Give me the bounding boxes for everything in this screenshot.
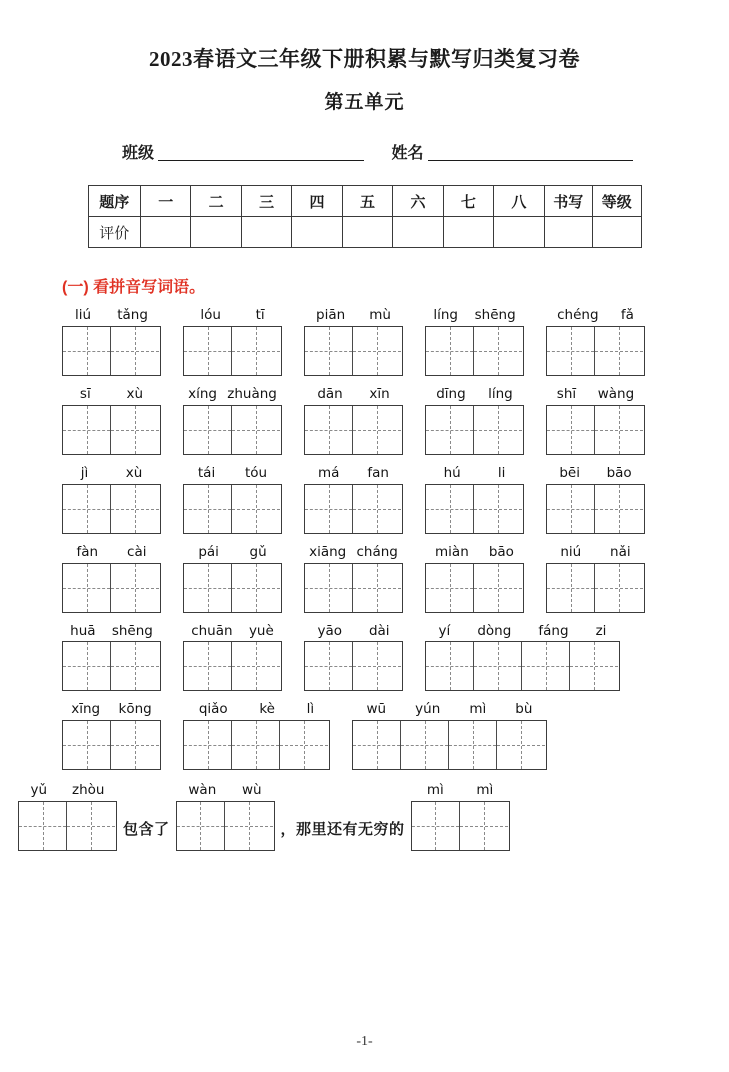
pinyin-syllable: dān: [317, 385, 343, 402]
score-column-header: 四: [292, 186, 342, 217]
character-grid-cell[interactable]: [111, 642, 159, 690]
pinyin-syllable: wū: [366, 701, 387, 718]
character-grid-cell[interactable]: [460, 802, 508, 850]
character-grid-cell[interactable]: [426, 485, 474, 533]
pinyin-syllable: nǎi: [610, 543, 631, 560]
pinyin-syllable: cháng: [356, 543, 398, 560]
pinyin-exercise-row: [62, 465, 729, 534]
character-grid-cell[interactable]: [426, 642, 474, 690]
pinyin-syllable: líng: [488, 385, 513, 402]
pinyin-word-group: [62, 701, 161, 770]
character-grid[interactable]: [304, 484, 403, 534]
page-subtitle: 第五单元: [324, 92, 405, 114]
pinyin-label: [304, 307, 403, 324]
student-info-line: [0, 140, 729, 163]
character-grid-cell[interactable]: [232, 406, 280, 454]
pinyin-syllable: mì: [469, 701, 487, 718]
pinyin-label: [304, 623, 403, 640]
character-grid[interactable]: [425, 641, 620, 691]
pinyin-syllable: piān: [316, 307, 346, 324]
pinyin-label: [546, 544, 645, 561]
character-grid-cell[interactable]: [353, 406, 401, 454]
pinyin-syllable: kè: [259, 701, 275, 718]
character-grid-cell[interactable]: [353, 721, 401, 769]
character-grid[interactable]: [425, 563, 524, 613]
pinyin-word-group: [304, 465, 403, 534]
character-grid[interactable]: [304, 641, 403, 691]
character-grid-cell[interactable]: [184, 327, 232, 375]
pinyin-syllable: hú: [443, 464, 461, 481]
pinyin-label: [425, 307, 524, 324]
character-grid-cell[interactable]: [232, 564, 280, 612]
pinyin-syllable: dīng: [436, 385, 466, 402]
character-grid-cell[interactable]: [474, 406, 522, 454]
character-grid[interactable]: [62, 720, 161, 770]
pinyin-word-group: [304, 544, 403, 613]
pinyin-syllable: zi: [595, 622, 607, 639]
character-grid[interactable]: [425, 326, 524, 376]
pinyin-syllable: shēng: [111, 622, 153, 639]
character-grid-cell[interactable]: [353, 327, 401, 375]
character-grid-cell[interactable]: [547, 406, 595, 454]
character-grid-cell[interactable]: [353, 485, 401, 533]
pinyin-word-group: [546, 386, 645, 455]
pinyin-syllable: mì: [476, 782, 494, 799]
character-grid-cell[interactable]: [305, 485, 353, 533]
character-grid[interactable]: [304, 405, 403, 455]
sentence-text-fragment: ，那里还有无穷的: [280, 822, 405, 839]
pinyin-label: [183, 465, 282, 482]
pinyin-syllable: shī: [556, 385, 577, 402]
pinyin-label: [546, 465, 645, 482]
character-grid[interactable]: [62, 326, 161, 376]
character-grid-cell[interactable]: [63, 721, 111, 769]
score-table-eval-row: [88, 217, 641, 248]
pinyin-word-group: [425, 544, 524, 613]
character-grid-cell[interactable]: [474, 327, 522, 375]
character-grid-cell[interactable]: [184, 721, 232, 769]
score-table: [88, 185, 642, 248]
character-grid-cell[interactable]: [63, 485, 111, 533]
pinyin-syllable: wàng: [597, 385, 635, 402]
pinyin-label: [304, 465, 403, 482]
character-grid-cell[interactable]: [111, 327, 159, 375]
pinyin-exercise-row: [62, 623, 729, 692]
pinyin-syllable: líng: [433, 307, 458, 324]
pinyin-label: [304, 386, 403, 403]
pinyin-syllable: jì: [80, 464, 89, 481]
pinyin-syllable: fǎ: [620, 307, 634, 324]
character-grid-cell[interactable]: [111, 406, 159, 454]
score-eval-cell[interactable]: [140, 217, 190, 248]
pinyin-syllable: fàn: [76, 543, 99, 560]
character-grid[interactable]: [546, 405, 645, 455]
sentence-text-fragment: 包含了: [123, 822, 170, 839]
pinyin-syllable: lì: [306, 701, 315, 718]
sentence-character-grid-group: [176, 782, 275, 851]
character-grid-cell[interactable]: [449, 721, 497, 769]
character-grid[interactable]: [176, 801, 275, 851]
character-grid-cell[interactable]: [547, 485, 595, 533]
section-heading: [0, 274, 729, 297]
pinyin-label: [546, 307, 645, 324]
character-grid[interactable]: [425, 405, 524, 455]
pinyin-word-group: [425, 386, 524, 455]
pinyin-syllable: shēng: [474, 307, 516, 324]
character-grid[interactable]: [183, 484, 282, 534]
pinyin-word-group: [183, 386, 282, 455]
character-grid-cell[interactable]: [595, 406, 643, 454]
pinyin-syllable: fan: [367, 464, 389, 481]
pinyin-syllable: pái: [198, 543, 219, 560]
class-label: 班级: [122, 145, 155, 163]
pinyin-word-group: [425, 465, 524, 534]
name-write-line[interactable]: [428, 147, 633, 161]
score-eval-cell[interactable]: [393, 217, 443, 248]
score-column-header: 三: [241, 186, 291, 217]
character-grid-cell[interactable]: [111, 485, 159, 533]
pinyin-label: [183, 623, 282, 640]
character-grid[interactable]: [425, 484, 524, 534]
pinyin-label: [411, 782, 510, 799]
score-table-header-row: [88, 186, 641, 217]
pinyin-syllable: yāo: [317, 622, 342, 639]
pinyin-label: [183, 544, 282, 561]
character-grid-cell[interactable]: [111, 721, 159, 769]
pinyin-syllable: chéng: [557, 307, 599, 324]
page-title: 2023春语文三年级下册积累与默写归类复习卷: [149, 47, 580, 71]
pinyin-syllable: má: [317, 464, 340, 481]
character-grid-cell[interactable]: [547, 564, 595, 612]
pinyin-syllable: cài: [127, 543, 147, 560]
pinyin-exercise-row: [62, 386, 729, 455]
character-grid-cell[interactable]: [595, 485, 643, 533]
character-grid-cell[interactable]: [67, 802, 115, 850]
character-grid-cell[interactable]: [63, 327, 111, 375]
pinyin-label: [183, 386, 282, 403]
character-grid-cell[interactable]: [63, 642, 111, 690]
score-eval-cell[interactable]: [544, 217, 592, 248]
pinyin-label: [425, 623, 620, 640]
character-grid[interactable]: [183, 405, 282, 455]
character-grid-cell[interactable]: [570, 642, 618, 690]
pinyin-word-group: [183, 307, 282, 376]
character-grid-cell[interactable]: [184, 485, 232, 533]
character-grid[interactable]: [183, 641, 282, 691]
character-grid[interactable]: [304, 563, 403, 613]
character-grid[interactable]: [304, 326, 403, 376]
pinyin-word-group: [62, 307, 161, 376]
character-grid-cell[interactable]: [474, 485, 522, 533]
pinyin-word-group: [183, 701, 330, 770]
pinyin-syllable: xíng: [188, 385, 217, 402]
pinyin-word-group: [425, 307, 524, 376]
character-grid-cell[interactable]: [184, 406, 232, 454]
character-grid-cell[interactable]: [184, 642, 232, 690]
pinyin-syllable: bēi: [559, 464, 580, 481]
character-grid[interactable]: [62, 484, 161, 534]
pinyin-label: [425, 386, 524, 403]
pinyin-word-group: [183, 623, 282, 692]
section-number: (一): [62, 279, 89, 297]
character-grid-cell[interactable]: [63, 564, 111, 612]
pinyin-syllable: tǎng: [117, 307, 148, 324]
score-column-header: 书写: [544, 186, 592, 217]
character-grid-cell[interactable]: [353, 564, 401, 612]
pinyin-syllable: tái: [197, 464, 216, 481]
character-grid-cell[interactable]: [305, 564, 353, 612]
pinyin-syllable: bāo: [606, 464, 632, 481]
pinyin-syllable: miàn: [435, 543, 469, 560]
character-grid-cell[interactable]: [474, 642, 522, 690]
score-eval-cell[interactable]: [191, 217, 241, 248]
score-row-label-items: 题序: [88, 186, 140, 217]
score-column-header: 六: [393, 186, 443, 217]
pinyin-word-group: [546, 307, 645, 376]
pinyin-word-group: [304, 307, 403, 376]
pinyin-syllable: niú: [560, 543, 582, 560]
pinyin-word-group: [183, 544, 282, 613]
pinyin-syllable: xù: [125, 464, 143, 481]
score-eval-cell[interactable]: [292, 217, 342, 248]
score-eval-cell[interactable]: [443, 217, 493, 248]
score-table-wrapper: [0, 185, 729, 248]
sentence-character-grid-group: [18, 782, 117, 851]
pinyin-syllable: wù: [242, 782, 262, 799]
pinyin-label: [352, 701, 547, 718]
pinyin-syllable: lóu: [200, 307, 221, 324]
pinyin-syllable: kōng: [118, 701, 152, 718]
score-column-header: 八: [494, 186, 544, 217]
score-column-header: 五: [342, 186, 392, 217]
character-grid[interactable]: [546, 484, 645, 534]
pinyin-label: [62, 544, 161, 561]
pinyin-word-group: [62, 465, 161, 534]
pinyin-label: [425, 465, 524, 482]
pinyin-word-group: [62, 544, 161, 613]
pinyin-syllable: xīn: [369, 385, 390, 402]
score-eval-cell[interactable]: [494, 217, 544, 248]
pinyin-syllable: zhuàng: [227, 385, 277, 402]
score-row-label-eval: 评价: [88, 217, 140, 248]
pinyin-word-group: [425, 623, 620, 692]
pinyin-syllable: xiāng: [309, 543, 347, 560]
pinyin-label: [62, 307, 161, 324]
character-grid-cell[interactable]: [426, 406, 474, 454]
character-grid[interactable]: [546, 563, 645, 613]
character-grid-cell[interactable]: [111, 564, 159, 612]
character-grid[interactable]: [183, 326, 282, 376]
score-eval-cell[interactable]: [342, 217, 392, 248]
character-grid-cell[interactable]: [232, 642, 280, 690]
character-grid[interactable]: [62, 563, 161, 613]
sentence-character-grid-group: [411, 782, 510, 851]
character-grid-cell[interactable]: [232, 485, 280, 533]
character-grid-cell[interactable]: [401, 721, 449, 769]
character-grid-cell[interactable]: [232, 721, 280, 769]
pinyin-syllable: mù: [369, 307, 391, 324]
score-column-header: 等级: [593, 186, 641, 217]
pinyin-syllable: yún: [415, 701, 441, 718]
pinyin-syllable: qiǎo: [198, 701, 228, 718]
score-eval-cell[interactable]: [241, 217, 291, 248]
character-grid-cell[interactable]: [225, 802, 273, 850]
score-eval-cell[interactable]: [593, 217, 641, 248]
score-column-header: 七: [443, 186, 493, 217]
pinyin-syllable: gǔ: [249, 543, 267, 560]
character-grid-cell[interactable]: [280, 721, 328, 769]
character-grid-cell[interactable]: [522, 642, 570, 690]
pinyin-syllable: zhòu: [72, 782, 105, 799]
character-grid[interactable]: [546, 326, 645, 376]
character-grid-cell[interactable]: [19, 802, 67, 850]
character-grid[interactable]: [18, 801, 117, 851]
character-grid-cell[interactable]: [497, 721, 545, 769]
character-grid-cell[interactable]: [595, 327, 643, 375]
pinyin-syllable: dòng: [477, 622, 512, 639]
pinyin-syllable: chuān: [191, 622, 233, 639]
pinyin-syllable: fáng: [538, 622, 569, 639]
pinyin-syllable: tóu: [245, 464, 268, 481]
pinyin-label: [176, 782, 275, 799]
character-grid[interactable]: [183, 720, 330, 770]
pinyin-syllable: wàn: [188, 782, 217, 799]
worksheet-page: [0, 48, 729, 1072]
character-grid-cell[interactable]: [353, 642, 401, 690]
pinyin-word-group: [546, 544, 645, 613]
section-title: 看拼音写词语。: [93, 279, 206, 297]
character-grid-cell[interactable]: [426, 327, 474, 375]
score-column-header: 一: [140, 186, 190, 217]
pinyin-label: [62, 386, 161, 403]
pinyin-syllable: yǔ: [30, 782, 48, 799]
pinyin-word-group: [62, 623, 161, 692]
pinyin-syllable: yí: [438, 622, 451, 639]
pinyin-exercise-area: [0, 307, 729, 770]
character-grid-cell[interactable]: [63, 406, 111, 454]
pinyin-exercise-row: [62, 701, 729, 770]
pinyin-label: [425, 544, 524, 561]
pinyin-syllable: huā: [70, 622, 96, 639]
character-grid[interactable]: [62, 641, 161, 691]
character-grid[interactable]: [183, 563, 282, 613]
pinyin-word-group: [352, 701, 547, 770]
character-grid-cell[interactable]: [474, 564, 522, 612]
character-grid-cell[interactable]: [426, 564, 474, 612]
character-grid-cell[interactable]: [177, 802, 225, 850]
character-grid[interactable]: [411, 801, 510, 851]
pinyin-label: [62, 465, 161, 482]
pinyin-syllable: xīng: [71, 701, 101, 718]
name-label: 姓名: [391, 145, 424, 163]
pinyin-word-group: [304, 623, 403, 692]
pinyin-syllable: xù: [126, 385, 144, 402]
pinyin-label: [62, 623, 161, 640]
character-grid-cell[interactable]: [232, 327, 280, 375]
character-grid-cell[interactable]: [305, 327, 353, 375]
character-grid-cell[interactable]: [595, 564, 643, 612]
pinyin-word-group: [62, 386, 161, 455]
character-grid-cell[interactable]: [305, 406, 353, 454]
pinyin-label: [18, 782, 117, 799]
pinyin-exercise-row: [62, 544, 729, 613]
pinyin-label: [183, 701, 330, 718]
pinyin-word-group: [183, 465, 282, 534]
pinyin-label: [62, 701, 161, 718]
pinyin-word-group: [304, 386, 403, 455]
pinyin-exercise-row: [62, 307, 729, 376]
pinyin-syllable: bāo: [488, 543, 514, 560]
character-grid-cell[interactable]: [305, 642, 353, 690]
pinyin-word-group: [546, 465, 645, 534]
pinyin-label: [304, 544, 403, 561]
pinyin-label: [183, 307, 282, 324]
class-write-line[interactable]: [158, 147, 363, 161]
character-grid-cell[interactable]: [412, 802, 460, 850]
pinyin-syllable: yuè: [248, 622, 274, 639]
pinyin-syllable: liú: [75, 307, 92, 324]
pinyin-syllable: li: [497, 464, 506, 481]
character-grid[interactable]: [62, 405, 161, 455]
character-grid[interactable]: [352, 720, 547, 770]
score-column-header: 二: [191, 186, 241, 217]
pinyin-label: [546, 386, 645, 403]
sentence-exercise-row: [0, 782, 729, 851]
pinyin-syllable: sī: [79, 385, 91, 402]
pinyin-syllable: mì: [426, 782, 444, 799]
character-grid-cell[interactable]: [547, 327, 595, 375]
pinyin-syllable: dài: [368, 622, 390, 639]
pinyin-syllable: tī: [255, 307, 265, 324]
character-grid-cell[interactable]: [184, 564, 232, 612]
pinyin-syllable: bù: [515, 701, 533, 718]
page-number: -1-: [356, 1034, 373, 1049]
